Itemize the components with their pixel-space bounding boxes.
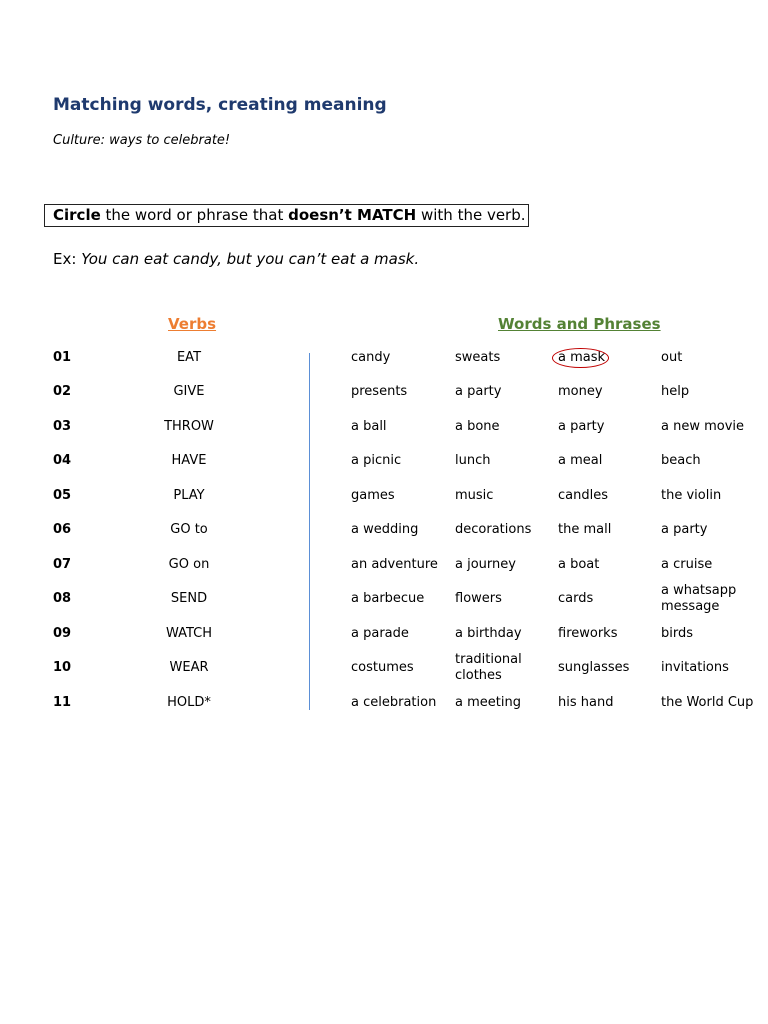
table-row — [0, 582, 768, 616]
word-option-text: a boat — [558, 557, 600, 572]
word-option-text: money — [558, 384, 603, 399]
circled-answer — [558, 350, 605, 366]
word-option-text: traditional clothes — [455, 652, 522, 683]
row-verb: SEND — [170, 591, 208, 606]
instruction-bold-circle: Circle — [53, 206, 101, 224]
word-option[interactable] — [351, 548, 451, 582]
answer-circle-mark — [552, 348, 609, 368]
word-option[interactable] — [455, 410, 555, 444]
row-verb: GO to — [170, 522, 208, 537]
word-option-text: flowers — [455, 591, 502, 606]
word-option[interactable] — [558, 513, 658, 547]
word-option[interactable] — [661, 513, 766, 547]
word-option-text: a party — [558, 419, 605, 434]
word-option[interactable] — [351, 582, 451, 616]
word-option[interactable] — [351, 651, 451, 685]
table-row — [0, 651, 768, 685]
word-option-text: a barbecue — [351, 591, 425, 606]
instruction-bold-match: doesn’t MATCH — [288, 206, 417, 224]
word-option[interactable] — [351, 375, 451, 409]
word-option-text: games — [351, 488, 395, 503]
word-option-text: a picnic — [351, 453, 402, 468]
table-row — [0, 410, 768, 444]
word-option-text: help — [661, 384, 690, 399]
table-row — [0, 479, 768, 513]
word-option-text: decorations — [455, 522, 532, 537]
word-option[interactable] — [661, 617, 766, 651]
word-option-text: the mall — [558, 522, 612, 537]
word-option[interactable] — [351, 444, 451, 478]
row-number: 03 — [53, 419, 72, 434]
word-option-text: invitations — [661, 660, 729, 675]
example-text: You can eat candy, but you can’t eat a mask. — [81, 250, 420, 268]
verbs-header: Verbs — [168, 315, 217, 333]
word-option-text: cards — [558, 591, 594, 606]
word-option[interactable] — [455, 444, 555, 478]
table-row — [0, 444, 768, 478]
word-option-text: a bone — [455, 419, 500, 434]
word-option[interactable] — [455, 375, 555, 409]
word-option-text: sweats — [455, 350, 501, 365]
table-row — [0, 341, 768, 375]
word-option[interactable] — [455, 548, 555, 582]
word-option[interactable] — [351, 686, 451, 720]
word-option[interactable] — [455, 686, 555, 720]
word-option-text: presents — [351, 384, 408, 399]
word-option[interactable] — [455, 651, 555, 685]
row-number: 04 — [53, 453, 72, 468]
instruction-text-1: the word or phrase that — [100, 206, 289, 224]
word-option-text: sunglasses — [558, 660, 630, 675]
row-number: 06 — [53, 522, 72, 537]
word-option[interactable] — [661, 548, 766, 582]
row-number: 02 — [53, 384, 72, 399]
word-option-text: candy — [351, 350, 391, 365]
word-option[interactable] — [558, 341, 658, 375]
instruction-text-2: with the verb. — [416, 206, 526, 224]
row-number: 08 — [53, 591, 72, 606]
word-option-text: costumes — [351, 660, 414, 675]
word-option-text: birds — [661, 626, 694, 641]
word-option[interactable] — [455, 479, 555, 513]
word-option-text: music — [455, 488, 494, 503]
word-option[interactable] — [351, 513, 451, 547]
word-option-text: a wedding — [351, 522, 419, 537]
word-option[interactable] — [558, 444, 658, 478]
word-option[interactable] — [455, 617, 555, 651]
word-option[interactable] — [351, 617, 451, 651]
table-row — [0, 686, 768, 720]
word-option[interactable] — [558, 479, 658, 513]
row-number: 09 — [53, 626, 72, 641]
row-verb: GIVE — [173, 384, 205, 399]
example-line — [53, 250, 419, 268]
word-option-text: out — [661, 350, 683, 365]
table-row — [0, 617, 768, 651]
word-option-text: a meal — [558, 453, 603, 468]
word-option[interactable] — [351, 479, 451, 513]
word-option[interactable] — [661, 686, 766, 720]
example-prefix: Ex: — [53, 250, 82, 268]
word-option-text: fireworks — [558, 626, 618, 641]
word-option-text: the World Cup — [661, 695, 754, 710]
word-option-text: a birthday — [455, 626, 522, 641]
row-verb: GO on — [168, 557, 210, 572]
row-number: 07 — [53, 557, 72, 572]
word-option-text: a mask — [558, 350, 606, 365]
word-option-text: an adventure — [351, 557, 438, 572]
word-option[interactable] — [558, 686, 658, 720]
word-option[interactable] — [558, 548, 658, 582]
word-option[interactable] — [351, 410, 451, 444]
word-option-text: the violin — [661, 488, 722, 503]
word-option[interactable] — [455, 582, 555, 616]
word-option[interactable] — [661, 582, 766, 616]
table-row — [0, 375, 768, 409]
row-number: 10 — [53, 660, 72, 675]
word-option[interactable] — [661, 341, 766, 375]
word-option[interactable] — [661, 444, 766, 478]
word-option-text: a party — [661, 522, 708, 537]
word-option[interactable] — [455, 341, 555, 375]
word-option-text: a meeting — [455, 695, 521, 710]
row-verb: THROW — [164, 419, 214, 434]
word-option[interactable] — [558, 375, 658, 409]
row-verb: HAVE — [171, 453, 207, 468]
word-option[interactable] — [558, 410, 658, 444]
word-option[interactable] — [351, 341, 451, 375]
word-option-text: a journey — [455, 557, 516, 572]
word-option-text: candles — [558, 488, 608, 503]
word-option-text: a party — [455, 384, 502, 399]
word-option[interactable] — [558, 617, 658, 651]
word-option-text: a parade — [351, 626, 409, 641]
word-option-text: a cruise — [661, 557, 713, 572]
page-title: Matching words, creating meaning — [53, 95, 387, 115]
instruction-box — [44, 204, 529, 227]
word-option[interactable] — [661, 651, 766, 685]
word-option-text: a ball — [351, 419, 387, 434]
table-row — [0, 548, 768, 582]
word-option-text: a whatsapp message — [661, 583, 737, 614]
row-number: 05 — [53, 488, 72, 503]
row-verb: WEAR — [169, 660, 209, 675]
word-option[interactable] — [558, 651, 658, 685]
word-option[interactable] — [661, 375, 766, 409]
word-option-text: his hand — [558, 695, 614, 710]
row-verb: PLAY — [173, 488, 205, 503]
row-number: 01 — [53, 350, 72, 365]
row-verb: WATCH — [165, 626, 213, 641]
word-option[interactable] — [558, 582, 658, 616]
word-option-text: beach — [661, 453, 701, 468]
row-verb: HOLD* — [167, 695, 211, 710]
word-option[interactable] — [661, 410, 766, 444]
word-option-text: a new movie — [661, 419, 745, 434]
page-subtitle: Culture: ways to celebrate! — [53, 133, 231, 148]
word-option-text: lunch — [455, 453, 491, 468]
row-number: 11 — [53, 695, 72, 710]
row-verb: EAT — [176, 350, 202, 365]
words-header: Words and Phrases — [498, 315, 661, 333]
table-row — [0, 513, 768, 547]
word-option[interactable] — [455, 513, 555, 547]
word-option-text: a celebration — [351, 695, 437, 710]
word-option[interactable] — [661, 479, 766, 513]
